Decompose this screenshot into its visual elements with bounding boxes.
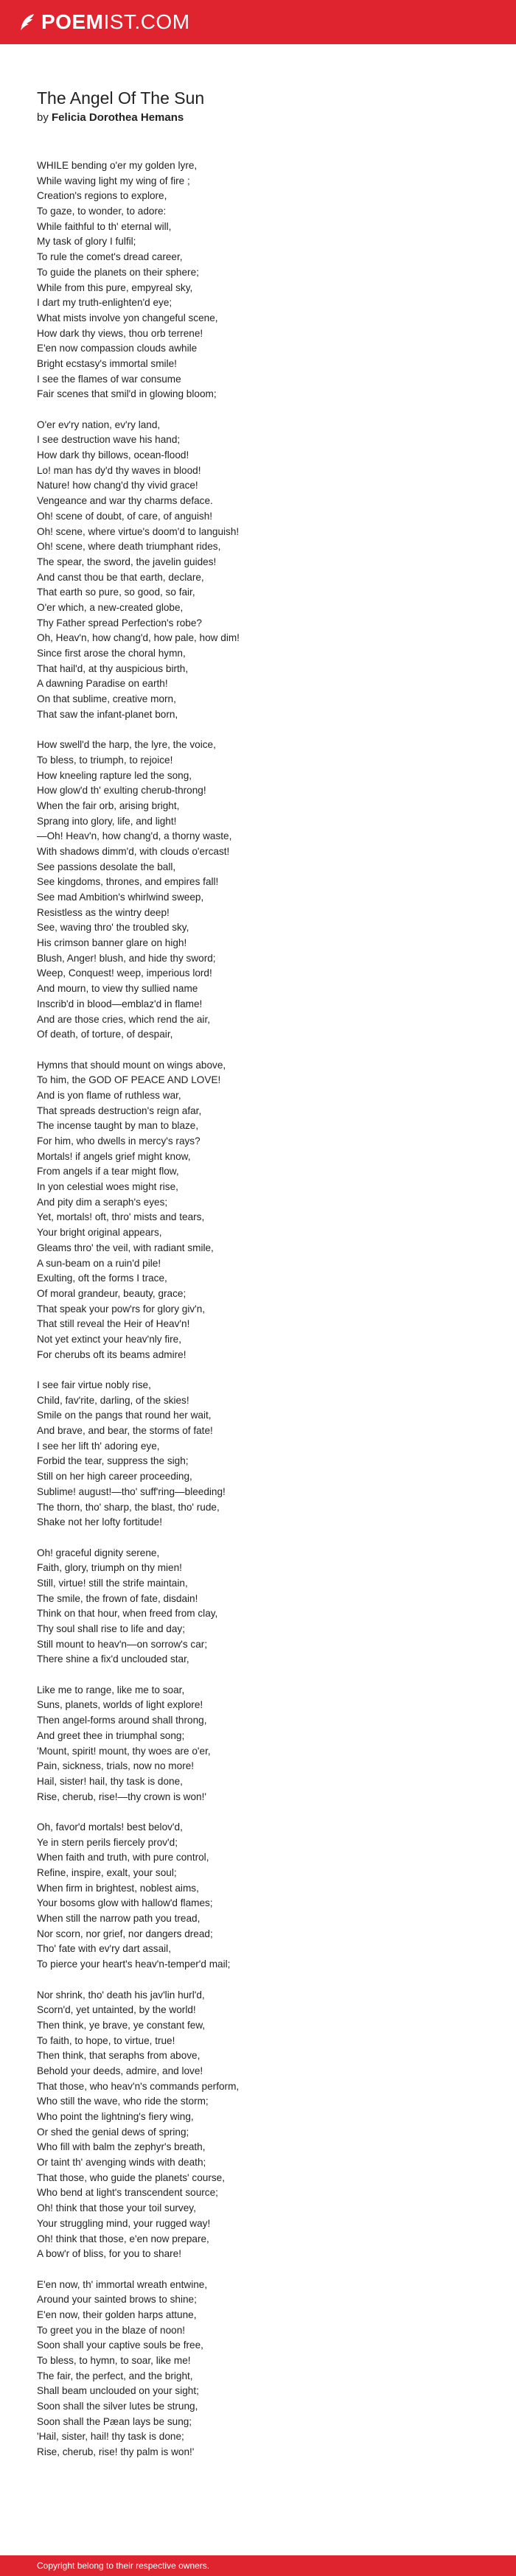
poem-body	[37, 158, 494, 2460]
poem-line: Hail, sister! hail, thy task is done,	[37, 1775, 183, 1787]
poem-line: Ye in stern perils fiercely prov'd;	[37, 1836, 178, 1848]
poem-line: I see her lift th' adoring eye,	[37, 1440, 160, 1452]
poem-line: Rise, cherub, rise! thy palm is won!'	[37, 2446, 195, 2458]
poem-line: Still, virtue! still the strife maintain,	[37, 1577, 188, 1589]
poem-line: Oh! think that those your toil survey,	[37, 2202, 196, 2214]
poem-line: Oh! scene, where virtue's doom'd to languish!	[37, 525, 240, 537]
author-link[interactable]: Felicia Dorothea Hemans	[52, 111, 184, 124]
poem-line: Then think, ye brave, ye constant few,	[37, 2019, 206, 2031]
poem-line: How swell'd the harp, the lyre, the voice,	[37, 739, 216, 751]
poem-line: Like me to range, like me to soar,	[37, 1684, 185, 1695]
poem-line: Your struggling mind, your rugged way!	[37, 2217, 211, 2229]
poem-line: E'en now, th' immortal wreath entwine,	[37, 2278, 208, 2290]
poem-line: Your bright original appears,	[37, 1227, 162, 1239]
poem-line: His crimson banner glare on high!	[37, 937, 187, 949]
poem-line: Of moral grandeur, beauty, grace;	[37, 1287, 186, 1299]
poem-line: Vengeance and war thy charms deface.	[37, 495, 213, 507]
poem-line: That still reveal the Heir of Heav'n!	[37, 1318, 190, 1330]
poem-line: Then think, that seraphs from above,	[37, 2050, 201, 2062]
poem-line: To gaze, to wonder, to adore:	[37, 206, 167, 217]
poem-line: Or taint th' avenging winds with death;	[37, 2157, 206, 2169]
poem-line: Of death, of torture, of despair,	[37, 1029, 173, 1040]
poem-line: To guide the planets on their sphere;	[37, 266, 199, 278]
poem-line: The thorn, tho' sharp, the blast, tho' rude,	[37, 1501, 220, 1513]
poem-line: Who bend at light's transcendent source;	[37, 2187, 218, 2199]
poem-line: E'en now, their golden harps attune,	[37, 2309, 197, 2320]
poem-line: A sun-beam on a ruin'd pile!	[37, 1257, 161, 1269]
poem-line: A dawning Paradise on earth!	[37, 678, 168, 690]
poem-line: Oh! graceful dignity serene,	[37, 1547, 160, 1558]
poem-line: That spreads destruction's reign afar,	[37, 1105, 202, 1116]
poem-line: That earth so pure, so good, so fair,	[37, 587, 195, 598]
by-label: by	[37, 111, 49, 124]
footer-bar	[0, 2555, 516, 2576]
poem-line: Oh, favor'd mortals! best belov'd,	[37, 1821, 183, 1833]
poem-line: And brave, and bear, the storms of fate!	[37, 1425, 213, 1437]
poem-line: 'Mount, spirit! mount, thy woes are o'er,	[37, 1745, 211, 1757]
logo-thin-text: IST.COM	[103, 10, 190, 33]
poem-line: What mists involve yon changeful scene,	[37, 312, 218, 323]
poem-line: That saw the infant-planet born,	[37, 708, 178, 720]
poem-line: See kingdoms, thrones, and empires fall!	[37, 876, 219, 888]
poem-line: How glow'd th' exulting cherub-throng!	[37, 785, 206, 797]
poem-line: On that sublime, creative morn,	[37, 693, 176, 705]
poem-line: From angels if a tear might flow,	[37, 1166, 179, 1177]
poem-line: Blush, Anger! blush, and hide thy sword;	[37, 952, 216, 964]
poem-line: See passions desolate the ball,	[37, 861, 176, 872]
poem-line: When still the narrow path you tread,	[37, 1913, 201, 1925]
poem-line: Shake not her lofty fortitude!	[37, 1516, 163, 1528]
poem-line: Creation's regions to explore,	[37, 190, 167, 202]
poem-line: 'Hail, sister, hail! thy task is done;	[37, 2431, 184, 2443]
poem-stanza	[37, 1683, 494, 1805]
poem-line: Oh! think that those, e'en now prepare,	[37, 2233, 209, 2244]
poem-line: Nor shrink, tho' death his jav'lin hurl'd,	[37, 1989, 205, 2001]
poem-line: Sublime! august!—tho' suff'ring—bleeding!	[37, 1485, 226, 1497]
poem-line: Not yet extinct your heav'nly fire,	[37, 1333, 182, 1345]
poem-line: Or shed the genial dews of spring;	[37, 2126, 189, 2138]
poem-line: My task of glory I fulfil;	[37, 236, 136, 248]
poem-line: Gleams thro' the veil, with radiant smile,	[37, 1242, 214, 1253]
poem-line: How dark thy billows, ocean-flood!	[37, 449, 189, 461]
poem-line: Who still the wave, who ride the storm;	[37, 2096, 209, 2107]
poem-line: When faith and truth, with pure control,	[37, 1852, 209, 1863]
poem-line: Oh, Heav'n, how chang'd, how pale, how dim!	[37, 632, 240, 644]
poem-line: Exulting, oft the forms I trace,	[37, 1273, 167, 1284]
poem-line: Child, fav'rite, darling, of the skies!	[37, 1394, 189, 1406]
poem-line: To him, the GOD OF PEACE AND LOVE!	[37, 1074, 221, 1086]
poem-line: That those, who guide the planets' course,	[37, 2171, 225, 2183]
poem-line: That those, who heav'n's commands perform,	[37, 2080, 240, 2092]
poem-stanza	[37, 418, 494, 723]
poem-line: Resistless as the wintry deep!	[37, 906, 170, 918]
poem-line: Scorn'd, yet untainted, by the world!	[37, 2004, 196, 2016]
poem-line: To pierce your heart's heav'n-temper'd mail;	[37, 1959, 231, 1970]
poem-line: Lo! man has dy'd thy waves in blood!	[37, 464, 201, 476]
poem-line: Oh! scene of doubt, of care, of anguish!	[37, 510, 213, 522]
poem-line: WHILE bending o'er my golden lyre,	[37, 160, 198, 171]
poem-line: To bless, to triumph, to rejoice!	[37, 754, 173, 766]
poem-line: The fair, the perfect, and the bright,	[37, 2370, 193, 2381]
poem-line: And pity dim a seraph's eyes;	[37, 1196, 168, 1208]
poem-stanza	[37, 2278, 494, 2460]
poem-content	[37, 87, 494, 2476]
poem-line: A bow'r of bliss, for you to share!	[37, 2248, 182, 2260]
poem-line: Suns, planets, worlds of light explore!	[37, 1699, 203, 1711]
poem-line: The incense taught by man to blaze,	[37, 1120, 199, 1132]
poem-line: In yon celestial woes might rise,	[37, 1181, 178, 1193]
poem-line: Bright ecstasy's immortal smile!	[37, 357, 177, 369]
poem-line: Around your sainted brows to shine;	[37, 2294, 197, 2306]
poem-title: The Angel Of The Sun	[37, 88, 205, 108]
poem-line: Weep, Conquest! weep, imperious lord!	[37, 967, 212, 979]
poem-line: I see destruction wave his hand;	[37, 434, 181, 446]
poem-stanza	[37, 1058, 494, 1363]
poem-line: To bless, to hymn, to soar, like me!	[37, 2355, 191, 2366]
site-logo-text	[41, 12, 190, 32]
poem-line: See mad Ambition's whirlwind sweep,	[37, 892, 204, 903]
poem-line: Hymns that should mount on wings above,	[37, 1059, 226, 1071]
poem-line: I dart my truth-enlighten'd eye;	[37, 297, 172, 309]
poem-line: Behold your deeds, admire, and love!	[37, 2065, 203, 2076]
poem-line: Refine, inspire, exalt, your soul;	[37, 1867, 177, 1878]
poem-line: When the fair orb, arising bright,	[37, 799, 180, 811]
poem-line: Pain, sickness, trials, now no more!	[37, 1760, 195, 1772]
poem-line: To faith, to hope, to virtue, true!	[37, 2034, 175, 2046]
poem-line: Thy Father spread Perfection's robe?	[37, 617, 202, 629]
poem-line: Shall beam unclouded on your sight;	[37, 2385, 199, 2397]
poem-stanza	[37, 1820, 494, 1973]
poem-line: Who point the lightning's fiery wing,	[37, 2111, 194, 2122]
poem-line: Smile on the pangs that round her wait,	[37, 1410, 212, 1421]
poem-line: Soon shall the Pæan lays be sung;	[37, 2415, 192, 2427]
poem-line: Nature! how chang'd thy vivid grace!	[37, 480, 198, 491]
poem-line: Yet, mortals! oft, thro' mists and tears,	[37, 1211, 205, 1223]
poem-line: Rise, cherub, rise!—thy crown is won!'	[37, 1791, 206, 1802]
poem-line: There shine a fix'd unclouded star,	[37, 1653, 189, 1665]
poem-line: E'en now compassion clouds awhile	[37, 343, 198, 354]
poem-line: To greet you in the blaze of noon!	[37, 2324, 186, 2336]
poem-line: How kneeling rapture led the song,	[37, 769, 192, 781]
poem-line: Your bosoms glow with hallow'd flames;	[37, 1897, 213, 1909]
poem-line: Soon shall the silver lutes be strung,	[37, 2401, 198, 2412]
poem-line: Still on her high career proceeding,	[37, 1471, 192, 1483]
poem-line: For him, who dwells in mercy's rays?	[37, 1135, 201, 1147]
poem-line: The spear, the sword, the javelin guides!	[37, 556, 217, 567]
poem-line: While from this pure, empyreal sky,	[37, 281, 193, 293]
poem-line: The smile, the frown of fate, disdain!	[37, 1592, 198, 1604]
poem-line: And mourn, to view thy sullied name	[37, 983, 198, 995]
poem-line: Mortals! if angels grief might know,	[37, 1150, 191, 1162]
poem-line: When firm in brightest, noblest aims,	[37, 1882, 199, 1894]
poem-stanza	[37, 158, 494, 402]
poem-line: See, waving thro' the troubled sky,	[37, 922, 189, 934]
poem-line: Oh! scene, where death triumphant rides,	[37, 541, 221, 553]
top-bar	[0, 0, 516, 44]
poem-line: Who fill with balm the zephyr's breath,	[37, 2141, 206, 2153]
poem-line: Soon shall your captive souls be free,	[37, 2339, 203, 2351]
poem-line: Since first arose the choral hymn,	[37, 648, 186, 659]
poem-line: With shadows dimm'd, with clouds o'ercast!	[37, 845, 230, 857]
poem-line: To rule the comet's dread career,	[37, 251, 183, 263]
poem-line: Forbid the tear, suppress the sigh;	[37, 1455, 189, 1467]
poem-line: Faith, glory, triumph on thy mien!	[37, 1562, 182, 1574]
poem-line: O'er ev'ry nation, ev'ry land,	[37, 419, 161, 430]
poem-stanza	[37, 1546, 494, 1668]
poem-line: Then angel-forms around shall throng,	[37, 1715, 207, 1726]
poem-stanza	[37, 1378, 494, 1530]
poem-stanza	[37, 738, 494, 1043]
poem-line: O'er which, a new-created globe,	[37, 601, 184, 613]
poem-line: Tho' fate with ev'ry dart assail,	[37, 1943, 171, 1955]
copyright-text: Copyright belong to their respective owners.	[37, 2561, 210, 2571]
poem-line: That speak your pow'rs for glory giv'n,	[37, 1303, 206, 1315]
poem-line: —Oh! Heav'n, how chang'd, a thorny waste,	[37, 830, 232, 842]
logo-bold-text: POEM	[41, 10, 104, 33]
poem-line: Thy soul shall rise to life and day;	[37, 1623, 185, 1634]
poem-stanza	[37, 1988, 494, 2262]
byline	[37, 111, 494, 125]
quill-logo-icon	[18, 13, 37, 32]
poem-line: Still mount to heav'n—on sorrow's car;	[37, 1638, 208, 1650]
poem-line: Nor scorn, nor grief, nor dangers dread;	[37, 1928, 213, 1939]
poem-line: And are those cries, which rend the air,	[37, 1013, 210, 1025]
poem-line: I see fair virtue nobly rise,	[37, 1379, 151, 1390]
site-logo-link[interactable]	[18, 12, 190, 32]
poem-line: While waving light my wing of fire ;	[37, 175, 190, 186]
poem-line: And greet thee in triumphal song;	[37, 1729, 185, 1741]
poem-line: Think on that hour, when freed from clay,	[37, 1608, 218, 1620]
poem-line: And canst thou be that earth, declare,	[37, 571, 204, 583]
poem-line: Sprang into glory, life, and light!	[37, 815, 177, 827]
poem-line: While faithful to th' eternal will,	[37, 220, 172, 232]
poem-line: Fair scenes that smil'd in glowing bloom;	[37, 388, 217, 400]
poem-line: I see the flames of war consume	[37, 373, 181, 385]
poem-line: And is yon flame of ruthless war,	[37, 1089, 181, 1101]
poem-line: For cherubs oft its beams admire!	[37, 1348, 186, 1360]
poem-line: That hail'd, at thy auspicious birth,	[37, 662, 189, 674]
poem-line: How dark thy views, thou orb terrene!	[37, 327, 203, 339]
poem-line: Inscrib'd in blood—emblaz'd in flame!	[37, 998, 203, 1009]
